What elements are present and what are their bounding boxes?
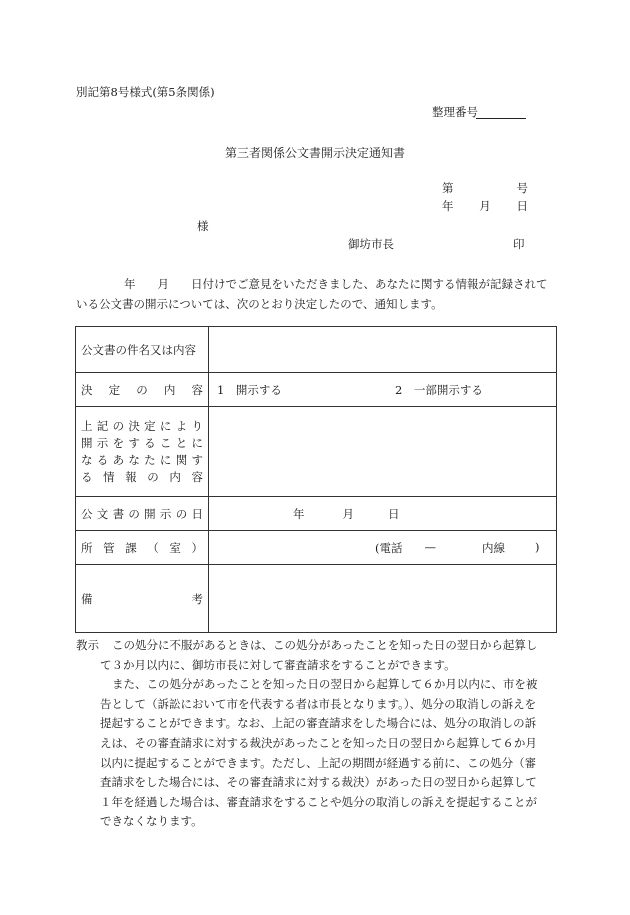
intro-month: 月 <box>157 277 169 291</box>
label-char: こ <box>159 435 172 450</box>
intro-paragraph <box>76 274 554 314</box>
label-char: 決 <box>81 382 93 397</box>
label-char: 内 <box>163 382 176 397</box>
label-char: な <box>128 452 140 467</box>
sender-name: 御坊市長 <box>348 237 394 251</box>
label-char: を <box>112 435 125 450</box>
label-char: 所 <box>81 540 93 555</box>
label-char: 開 <box>81 435 93 450</box>
label-char: の <box>136 382 148 397</box>
table-row-decision <box>76 373 557 407</box>
label-char: 上 <box>81 418 93 433</box>
notes-p2-line: 提起することができます。なお、上記の審査請求をした場合には、処分の取消しの訴 <box>100 716 537 731</box>
notes-p2-line: 以内に提起することができます。ただし、上記の期間が経過する前に、この処分（審 <box>100 755 537 770</box>
extension-label: 内線 <box>482 540 505 555</box>
addressee-honorific: 様 <box>197 219 209 233</box>
document-number <box>442 180 528 196</box>
label-char: 公 <box>81 506 93 521</box>
phone-close: ) <box>535 539 540 554</box>
reference-number-label: 整理番号 <box>432 105 478 119</box>
issue-month: 月 <box>479 199 491 213</box>
label-char: 室 <box>169 540 181 555</box>
label-char: す <box>128 435 140 450</box>
label-char: 管 <box>103 540 115 555</box>
notes-p2-line: 査請求をした場合には、その審査請求に対する裁決）があった日の翌日から起算して <box>100 775 537 790</box>
issue-date <box>442 198 528 214</box>
phone-label: (電話 <box>375 540 403 555</box>
label-char: に <box>191 435 203 450</box>
label-char: 報 <box>125 469 137 484</box>
instruction-notes <box>76 636 556 832</box>
label-char: ） <box>191 540 203 555</box>
label-char: な <box>81 452 93 467</box>
notes-p2-line: 告として（訴訟において市を代表する者は市長となります。）、処分の取消しの訴えを <box>100 696 537 711</box>
option-partial-disclose: 2 一部開示する <box>395 382 483 397</box>
table-row-remarks <box>76 565 557 633</box>
label-char: 関 <box>175 452 188 467</box>
label-char: 示 <box>96 435 109 450</box>
table-row-department <box>76 531 557 565</box>
document-title: 第三者関係公文書開示決定通知書 <box>224 146 405 160</box>
notes-p1-line2: て３か月以内に、御坊市長に対して審査請求をすることができます。 <box>100 657 456 672</box>
label-disclosure-date <box>76 497 209 531</box>
notes-p2-line: また、この処分があったことを知った日の翌日から起算して６か月以内に、市を被 <box>112 677 538 692</box>
value-document-title <box>209 327 557 373</box>
label-char: （ <box>147 540 159 555</box>
label-char: 書 <box>112 506 125 521</box>
notes-label: 教示 <box>76 638 99 652</box>
value-remarks <box>209 565 557 633</box>
label-char: 容 <box>191 382 203 397</box>
issue-day: 日 <box>516 199 528 213</box>
value-decision <box>209 373 557 407</box>
label-char: 定 <box>108 382 121 397</box>
intro-line1: 日付けでご意見をいただきました、あなたに関する情報が記録されて <box>191 277 548 291</box>
number-suffix: 号 <box>516 181 528 195</box>
label-char: た <box>144 452 156 467</box>
date-month: 月 <box>342 506 354 521</box>
label-char: と <box>175 435 188 450</box>
option-disclose: 1 開示する <box>217 382 282 397</box>
label-char: 定 <box>144 418 156 433</box>
value-disclosure-date <box>209 497 557 531</box>
date-year: 年 <box>293 506 305 521</box>
label-remarks <box>76 565 209 633</box>
decision-table <box>75 326 557 633</box>
label-char: あ <box>112 452 125 467</box>
notes-p1-line1: この処分に不服があるときは、この処分があったことを知った日の翌日から起算し <box>112 638 538 652</box>
label-char: 開 <box>144 506 156 521</box>
label-char: り <box>191 418 203 433</box>
notes-p2-line: できなくなります。 <box>100 814 203 829</box>
phone-dash: — <box>424 539 436 554</box>
label-char: 情 <box>103 469 115 484</box>
table-row-date <box>76 497 557 531</box>
table-row-info <box>76 407 557 497</box>
label-char: る <box>96 452 109 467</box>
form-number-label: 別記第8号様式(第5条関係) <box>76 85 215 99</box>
label-char: の <box>175 506 188 521</box>
label-char: す <box>191 452 203 467</box>
label-related-info <box>76 407 209 497</box>
label-char: 容 <box>191 469 203 484</box>
label-char: に <box>159 452 172 467</box>
value-related-info <box>209 407 557 497</box>
label-char: 内 <box>169 469 181 484</box>
label-char: よ <box>175 418 188 433</box>
table-row-title <box>76 327 557 373</box>
label-char: 文 <box>96 506 109 521</box>
label-decision <box>76 373 209 407</box>
date-day: 日 <box>388 506 400 521</box>
label-char: 課 <box>125 540 137 555</box>
label-char: 記 <box>96 418 109 433</box>
label-char: の <box>128 506 140 521</box>
value-department <box>209 531 557 565</box>
label-char: 示 <box>159 506 172 521</box>
number-prefix: 第 <box>442 181 454 195</box>
notes-p2-line: えは、その審査請求に対する裁決があったことを知った日の翌日から起算して６か月 <box>100 735 537 750</box>
label-char: の <box>112 418 125 433</box>
label-char: に <box>159 418 172 433</box>
seal-mark: 印 <box>513 237 525 251</box>
intro-line2: いる公文書の開示については、次のとおり決定したので、通知します。 <box>76 297 443 311</box>
reference-number-line <box>476 118 526 119</box>
label-document-title: 公文書の件名又は内容 <box>76 327 209 373</box>
notes-p2-line: １年を経過した場合は、審査請求をすることや処分の取消しの訴えを提起することが <box>100 794 537 809</box>
label-char: の <box>147 469 159 484</box>
label-department <box>76 531 209 565</box>
issue-year: 年 <box>442 199 454 213</box>
label-char: 備 <box>81 591 93 606</box>
label-char: 考 <box>191 591 203 606</box>
label-char: 決 <box>128 418 140 433</box>
label-char: る <box>81 469 93 484</box>
label-char: る <box>144 435 156 450</box>
label-char: 日 <box>191 506 203 521</box>
intro-year: 年 <box>124 277 136 291</box>
